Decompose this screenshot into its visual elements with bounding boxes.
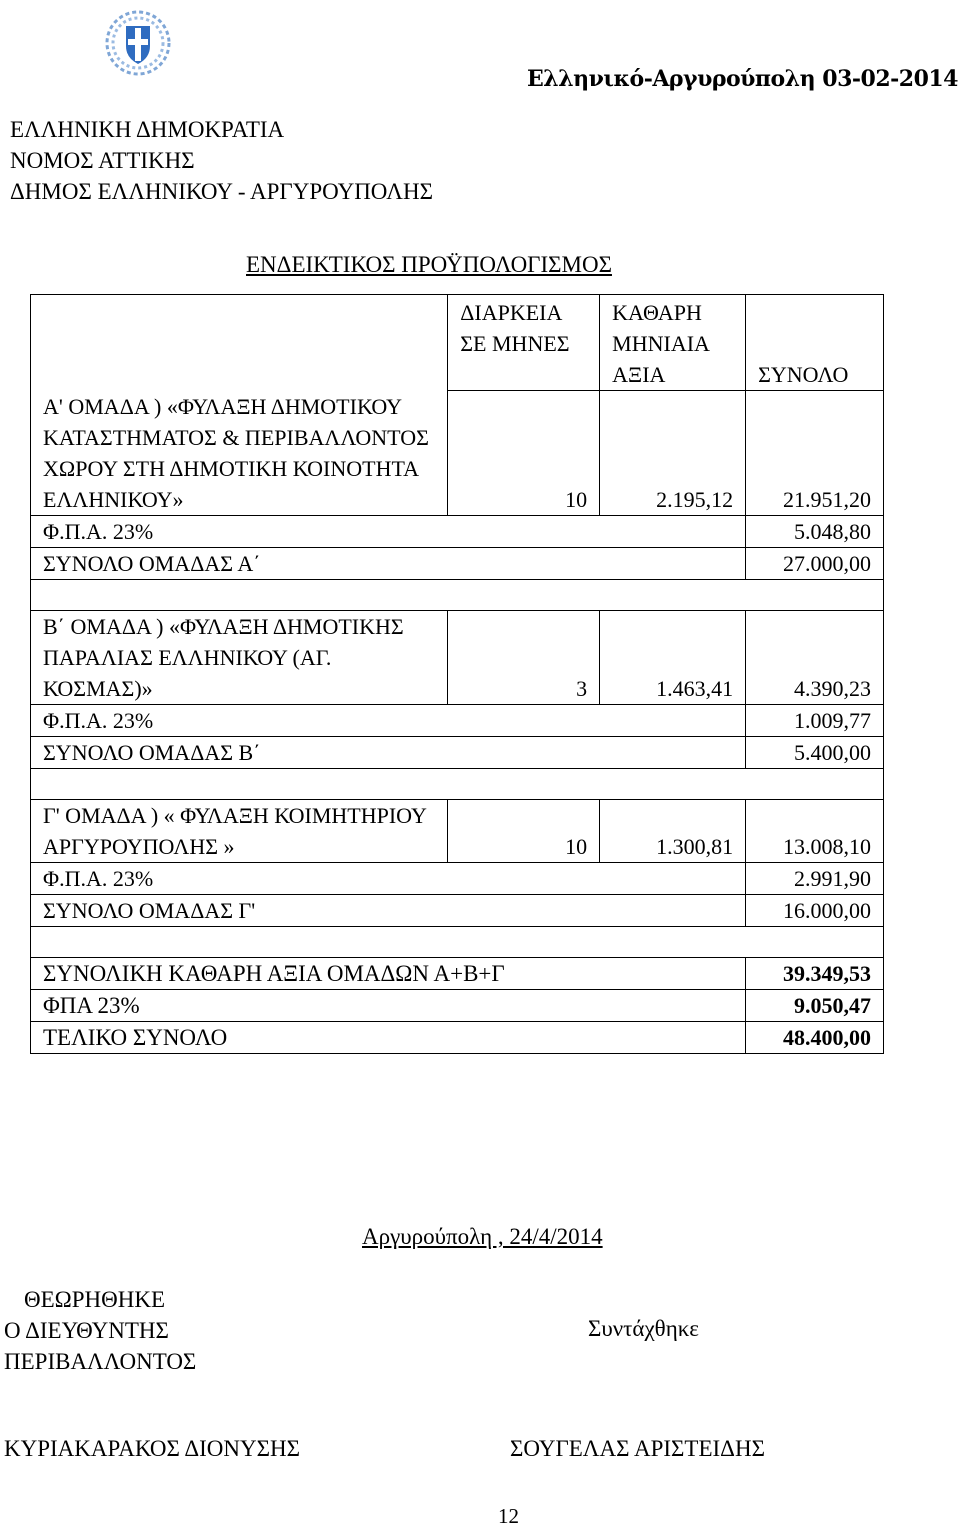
column-header-total: ΣΥΝΟΛΟ [746,295,884,391]
spacer-row [31,768,884,799]
group-sum-value: 5.400,00 [746,736,884,768]
table-row [31,957,884,989]
group-monthly-value: 2.195,12 [600,391,746,516]
group-total: 21.951,20 [746,391,884,516]
table-header-empty [31,295,448,391]
spacer-row [31,926,884,957]
group-sum-value: 27.000,00 [746,547,884,579]
budget-table [30,294,884,1054]
grand-vat-label: ΦΠΑ 23% [31,989,746,1021]
authority-line: ΕΛΛΗΝΙΚΗ ΔΗΜΟΚΡΑΤΙΑ [10,117,285,142]
vat-value: 2.991,90 [746,862,884,894]
table-header-row [31,295,884,391]
column-header-monthly-value: ΚΑΘΑΡΗ ΜΗΝΙΑΙΑ ΑΞΙΑ [600,295,746,391]
spacer-row [31,579,884,610]
spacer-cell [31,579,884,610]
document-title: ΕΝΔΕΙΚΤΙΚΟΣ ΠΡΟΫΠΟΛΟΓΙΣΜΟΣ [246,252,612,277]
group-months: 3 [448,610,600,704]
spacer-cell [31,926,884,957]
group-months: 10 [448,391,600,516]
vat-label: Φ.Π.Α. 23% [31,862,746,894]
grand-vat-value: 9.050,47 [746,989,884,1021]
table-row [31,989,884,1021]
group-sum-label: ΣΥΝΟΛΟ ΟΜΑΔΑΣ Γ' [31,894,746,926]
group-name: Γ' ΟΜΑΔΑ ) « ΦΥΛΑΞΗ ΚΟΙΜΗΤΗΡΙΟΥ ΑΡΓΥΡΟΥΠΟΛΗΣ » [31,799,448,862]
greek-coat-of-arms-icon [104,8,172,78]
vat-label: Φ.Π.Α. 23% [31,704,746,736]
group-monthly-value: 1.463,41 [600,610,746,704]
vat-value: 5.048,80 [746,515,884,547]
issuing-authority [10,114,433,207]
table-row [31,391,884,516]
group-total: 13.008,10 [746,799,884,862]
footer-place-date: Αργυρούπολη , 24/4/2014 [362,1224,603,1249]
compiled-label: Συντάχθηκε [588,1316,699,1341]
page-number: 12 [498,1504,519,1528]
group-total: 4.390,23 [746,610,884,704]
authority-line: ΝΟΜΟΣ ΑΤΤΙΚΗΣ [10,148,195,173]
table-row [31,894,884,926]
vat-label: Φ.Π.Α. 23% [31,515,746,547]
table-row [31,736,884,768]
table-row [31,1021,884,1053]
table-row [31,862,884,894]
column-header-months: ΔΙΑΡΚΕΙΑ ΣΕ ΜΗΝΕΣ [448,295,600,391]
group-sum-label: ΣΥΝΟΛΟ ΟΜΑΔΑΣ Β΄ [31,736,746,768]
group-name: Β΄ ΟΜΑΔΑ ) «ΦΥΛΑΞΗ ΔΗΜΟΤΙΚΗΣ ΠΑΡΑΛΙΑΣ ΕΛΛΗΝΙΚΟΥ (ΑΓ. ΚΟΣΜΑΣ)» [31,610,448,704]
spacer-cell [31,768,884,799]
table-row [31,799,884,862]
group-months: 10 [448,799,600,862]
group-sum-label: ΣΥΝΟΛΟ ΟΜΑΔΑΣ Α΄ [31,547,746,579]
approved-block [4,1284,196,1377]
approved-line: ΘΕΩΡΗΘΗΚΕ [24,1287,166,1312]
final-total-label: ΤΕΛΙΚΟ ΣΥΝΟΛΟ [31,1021,746,1053]
approved-line: Ο ΔΙΕΥΘΥΝΤΗΣ [4,1318,169,1343]
table-row [31,610,884,704]
group-name: Α' ΟΜΑΔΑ ) «ΦΥΛΑΞΗ ΔΗΜΟΤΙΚΟΥ ΚΑΤΑΣΤΗΜΑΤΟΣ & ΠΕΡΙΒΑΛΛΟΝΤΟΣ ΧΩΡΟΥ ΣΤΗ ΔΗΜΟΤΙΚΗ ΚΟΙΝΟΤΗΤΑ ΕΛΛΗΝΙΚΟΥ» [31,391,448,516]
final-total-value: 48.400,00 [746,1021,884,1053]
group-monthly-value: 1.300,81 [600,799,746,862]
grand-net-label: ΣΥΝΟΛΙΚΗ ΚΑΘΑΡΗ ΑΞΙΑ ΟΜΑΔΩΝ Α+Β+Γ [31,957,746,989]
signatory-right: ΣΟΥΓΕΛΑΣ ΑΡΙΣΤΕΙΔΗΣ [510,1436,765,1461]
vat-value: 1.009,77 [746,704,884,736]
table-row [31,515,884,547]
authority-line: ΔΗΜΟΣ ΕΛΛΗΝΙΚΟΥ - ΑΡΓΥΡΟΥΠΟΛΗΣ [10,179,433,204]
group-sum-value: 16.000,00 [746,894,884,926]
table-row [31,547,884,579]
table-row [31,704,884,736]
header-place-date: Ελληνικό-Αργυρούπολη 03-02-2014 [527,66,958,92]
approved-line: ΠΕΡΙΒΑΛΛΟΝΤΟΣ [4,1349,197,1374]
grand-net-value: 39.349,53 [746,957,884,989]
signatory-left: ΚΥΡΙΑΚΑΡΑΚΟΣ ΔΙΟΝΥΣΗΣ [4,1436,300,1461]
